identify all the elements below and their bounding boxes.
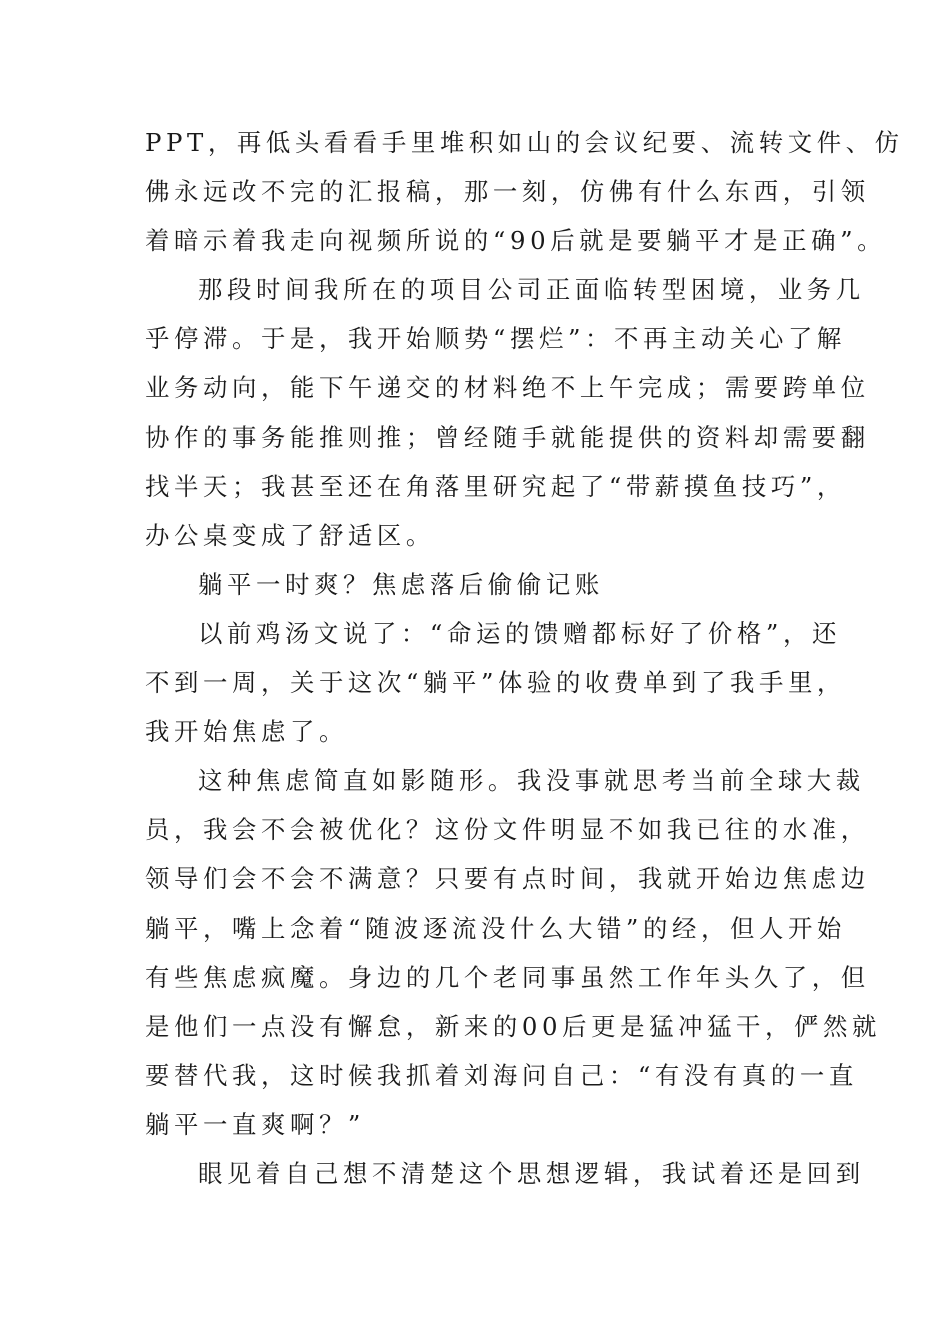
section-heading: 躺平一时爽？焦虑落后偷偷记账 — [198, 569, 604, 599]
paragraph-first-line: 以前鸡汤文说了：“命运的馈赠都标好了价格”，还 — [198, 618, 841, 648]
text-line: 躺平，嘴上念着“随波逐流没什么大错”的经，但人开始 — [145, 913, 846, 943]
text-line: 办公桌变成了舒适区。 — [145, 520, 435, 550]
text-line: 协作的事务能推则推；曾经随手就能提供的资料却需要翻 — [145, 422, 870, 452]
text-line: 领导们会不会不满意？只要有点时间，我就开始边焦虑边 — [145, 864, 870, 894]
text-line: 业务动向，能下午递交的材料绝不上午完成；需要跨单位 — [145, 373, 870, 403]
text-line: 躺平一直爽啊？” — [145, 1109, 366, 1139]
text-line: 有些焦虑疯魔。身边的几个老同事虽然工作年头久了，但 — [145, 962, 870, 992]
text-line: 要替代我，这时候我抓着刘海问自己：“有没有真的一直 — [145, 1060, 858, 1090]
text-line: 找半天；我甚至还在角落里研究起了“带薪摸鱼技巧”， — [145, 471, 846, 501]
paragraph-first-line: 这种焦虑简直如影随形。我没事就思考当前全球大裁 — [198, 766, 865, 796]
paragraph-first-line: 那段时间我所在的项目公司正面临转型困境，业务几 — [198, 275, 865, 305]
document-page — [145, 118, 904, 1198]
text-line: 不到一周，关于这次“躺平”体验的收费单到了我手里， — [145, 668, 846, 698]
text-line: 佛永远改不完的汇报稿，那一刻，仿佛有什么东西，引领 — [145, 177, 870, 207]
paragraph-first-line: 眼见着自己想不清楚这个思想逻辑，我试着还是回到 — [198, 1158, 865, 1188]
text-line: 我开始焦虑了。 — [145, 717, 348, 747]
text-line: 员，我会不会被优化？这份文件明显不如我已往的水准， — [145, 815, 870, 845]
text-line: 着暗示着我走向视频所说的“90后就是要躺平才是正确”。 — [145, 226, 887, 256]
text-line: 乎停滞。于是，我开始顺势“摆烂”：不再主动关心了解 — [145, 324, 846, 354]
text-line: 是他们一点没有懈怠，新来的00后更是猛冲猛干，俨然就 — [145, 1011, 882, 1041]
text-line: PPT，再低头看看手里堆积如山的会议纪要、流转文件、仿 — [145, 128, 904, 157]
